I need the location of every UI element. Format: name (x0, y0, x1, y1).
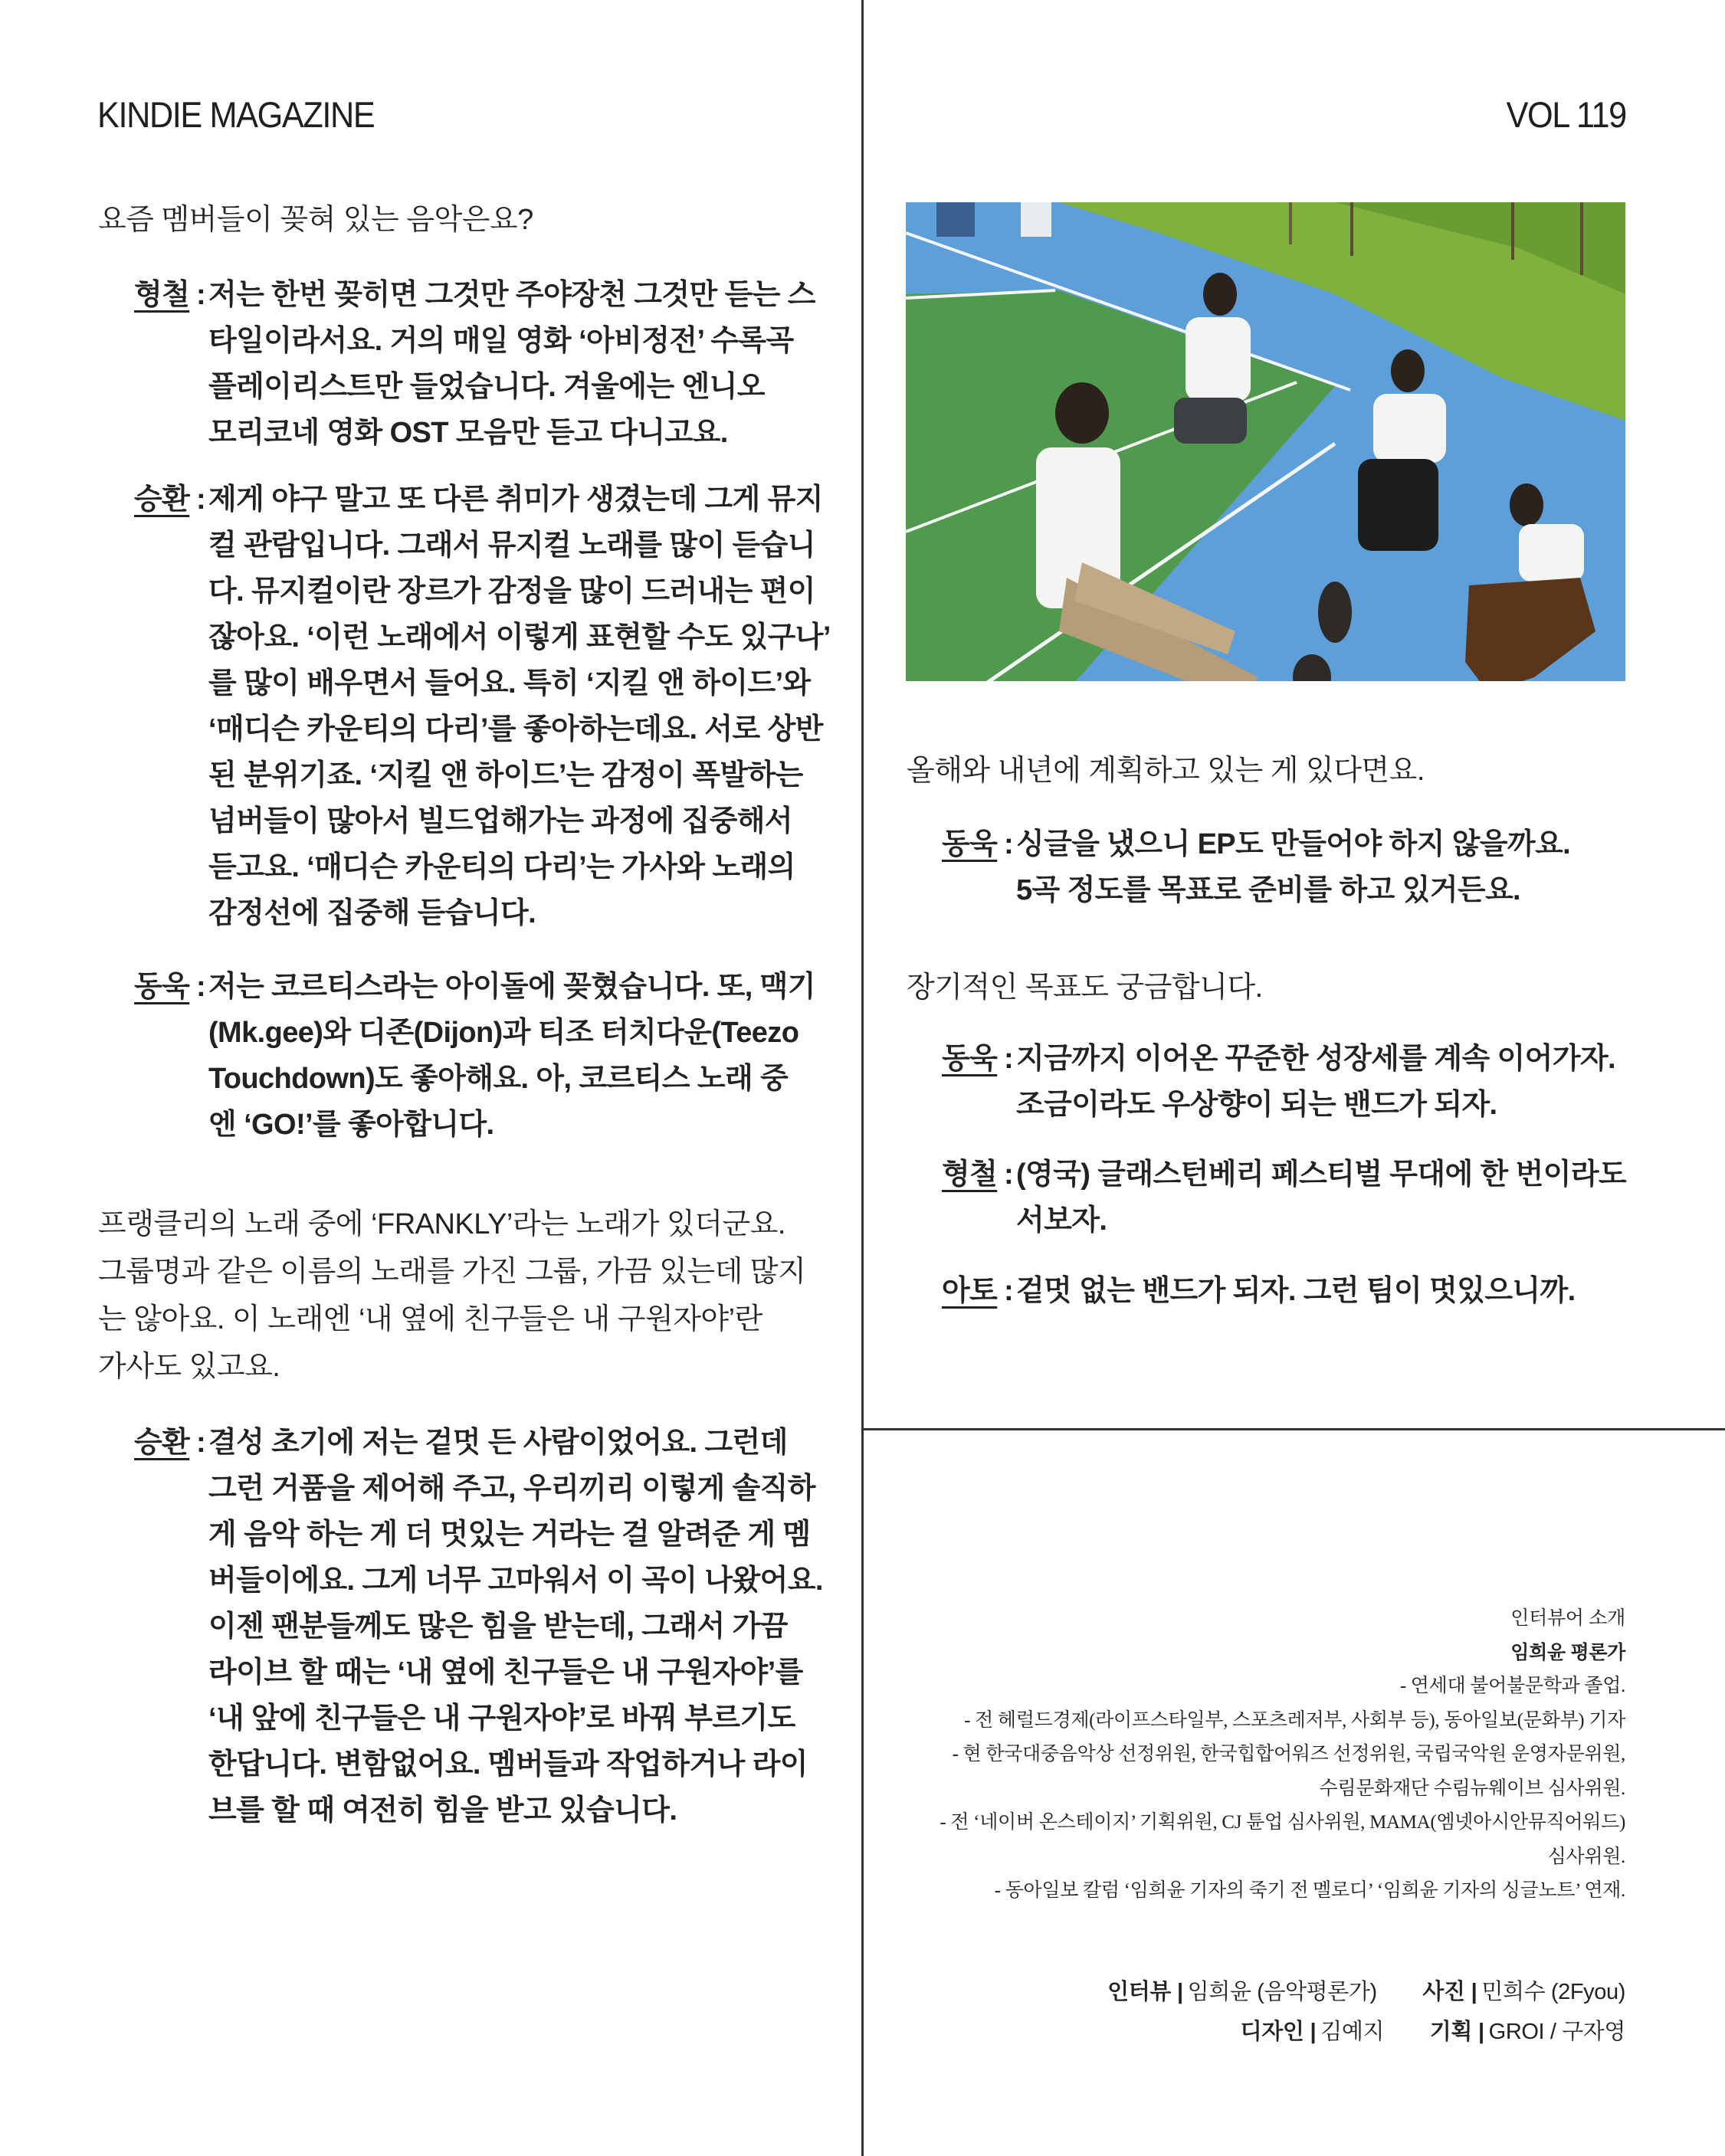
speaker-colon: : (1004, 1158, 1014, 1191)
volume-number: VOL 119 (1506, 94, 1626, 135)
bio-line: 수림문화재단 수림뉴웨이브 심사위원. (1319, 1778, 1625, 1799)
bio-line: - 연세대 불어불문학과 졸업. (1399, 1676, 1625, 1696)
credit-interview: 인터뷰 | 임희윤 (음악평론가) (1107, 1980, 1377, 2004)
bio-line: - 전 ‘네이버 온스테이지’ 기획위원, CJ 튠업 심사위원, MAMA(엠넷아시안뮤직어워드) (940, 1812, 1625, 1833)
speaker-name: 승환 (134, 1427, 190, 1459)
credit-photo: 사진 | 민희수 (2Fyou) (1422, 1980, 1625, 2004)
interview-question: 요즘 멤버들이 꽂혀 있는 음악은요? (98, 204, 533, 236)
credit-planning: 기획 | GROI / 구자영 (1429, 2020, 1625, 2044)
speaker-colon: : (196, 971, 206, 1003)
interviewer-bio (940, 1601, 1625, 1909)
credit-row (1067, 1972, 1625, 2012)
band-photo (906, 202, 1625, 681)
interviewer-name: 임희윤 평론가 (1510, 1641, 1625, 1663)
interview-question: 장기적인 목표도 궁금합니다. (907, 972, 1263, 1004)
credits (1067, 1972, 1625, 2052)
credit-row (1067, 2012, 1625, 2052)
speaker-name: 동욱 (134, 971, 190, 1003)
speaker-name: 형철 (942, 1158, 998, 1191)
magazine-title: KINDIE MAGAZINE (97, 94, 375, 135)
speaker-colon: : (196, 1427, 206, 1459)
answer-text: 결성 초기에 저는 겉멋 든 사람이었어요. 그런데 그런 거품을 제어해 주고, 우리끼리 이렇게 솔직하 게 음악 하는 게 더 멋있는 거라는 걸 알려준 게 멤 버들이에요. 그게 너무 고마워서 이 곡이 나왔어요. 이젠 팬분들께도 많은 힘을 받는데, 그래서 가끔 라이브 할 때는 ‘내 옆에 친구들은 내 구원자야’를 ‘내 앞에 친구들은 내 구원자야’로 바꿔 부르기도 한답니다. 변함없어요. 멤버들과 작업하거나 라이 브를 할 때 여전히 힘을 받고 있습니다. (208, 1427, 823, 1827)
answer-text: 지금까지 이어온 꾸준한 성장세를 계속 이어가자. 조금이라도 우상향이 되는 밴드가 되자. (1016, 1043, 1615, 1121)
speaker-name: 승환 (134, 483, 190, 516)
speaker-name: 동욱 (942, 828, 998, 860)
speaker-name: 아토 (942, 1275, 998, 1307)
answer-text: 제게 야구 말고 또 다른 취미가 생겼는데 그게 뮤지 컬 관람입니다. 그래서 뮤지컬 노래를 많이 듣습니 다. 뮤지컬이란 장르가 감정을 많이 드러내는 편이 잖아요. ‘이런 노래에서 이렇게 표현할 수도 있구나’ 를 많이 배우면서 들어요. 특히 ‘지킬 앤 하이드’와 ‘매디슨 카운티의 다리’를 좋아하는데요. 서로 상반 된 분위기죠. ‘지킬 앤 하이드’는 감정이 폭발하는 넘버들이 많아서 빌드업해가는 과정에 집중해서 듣고요. ‘매디슨 카운티의 다리’는 가사와 노래의 감정선에 집중해 듣습니다. (208, 483, 831, 929)
bio-title: 인터뷰어 소개 (1510, 1607, 1625, 1629)
speaker-colon: : (196, 483, 206, 516)
interview-question: 프랭클리의 노래 중에 ‘FRANKLY’라는 노래가 있더군요. 그룹명과 같은 이름의 노래를 가진 그룹, 가끔 있는데 많지 는 않아요. 이 노래엔 ‘내 옆에 친구들은 내 구원자야’란 가사도 있고요. (98, 1208, 806, 1383)
credit-design: 디자인 | 김예지 (1240, 2020, 1385, 2044)
speaker-colon: : (1004, 1275, 1014, 1307)
bio-line: - 동아일보 칼럼 ‘임희윤 기자의 죽기 전 멜로디’ ‘임희윤 기자의 싱글노트’ 연재. (994, 1880, 1625, 1901)
speaker-name: 동욱 (942, 1043, 998, 1075)
column-divider (861, 0, 864, 2156)
answer-text: 겉멋 없는 밴드가 되자. 그런 팀이 멋있으니까. (1016, 1275, 1576, 1307)
section-divider (861, 1428, 1725, 1430)
bio-line: 심사위원. (1547, 1846, 1625, 1867)
bio-line: - 현 한국대중음악상 선정위원, 한국힙합어워즈 선정위원, 국립국악원 운영자문위원, (952, 1744, 1625, 1764)
answer-text: 싱글을 냈으니 EP도 만들어야 하지 않을까요. 5곡 정도를 목표로 준비를 하고 있거든요. (1016, 828, 1571, 906)
bio-line: - 전 헤럴드경제(라이프스타일부, 스포츠레저부, 사회부 등), 동아일보(문화부) 기자 (964, 1709, 1625, 1731)
answer-text: (영국) 글래스턴베리 페스티벌 무대에 한 번이라도 서보자. (1016, 1158, 1627, 1237)
speaker-name: 형철 (134, 279, 190, 311)
interview-question: 올해와 내년에 계획하고 있는 게 있다면요. (907, 755, 1425, 787)
band-photo-illustration (906, 202, 1625, 681)
speaker-colon: : (1004, 1043, 1014, 1075)
answer-text: 저는 한번 꽂히면 그것만 주야장천 그것만 듣는 스 타일이라서요. 거의 매일 영화 ‘아비정전’ 수록곡 플레이리스트만 들었습니다. 겨울에는 엔니오 모리코네 영화 OST 모음만 듣고 다니고요. (208, 279, 815, 449)
speaker-colon: : (196, 279, 206, 311)
speaker-colon: : (1004, 828, 1014, 860)
answer-text: 저는 코르티스라는 아이돌에 꽂혔습니다. 또, 맥기 (Mk.gee)와 디존(Dijon)과 티조 터치다운(Teezo Touchdown)도 좋아해요. 아, 코르티스 노래 중 엔 ‘GO!’를 좋아합니다. (208, 971, 815, 1141)
